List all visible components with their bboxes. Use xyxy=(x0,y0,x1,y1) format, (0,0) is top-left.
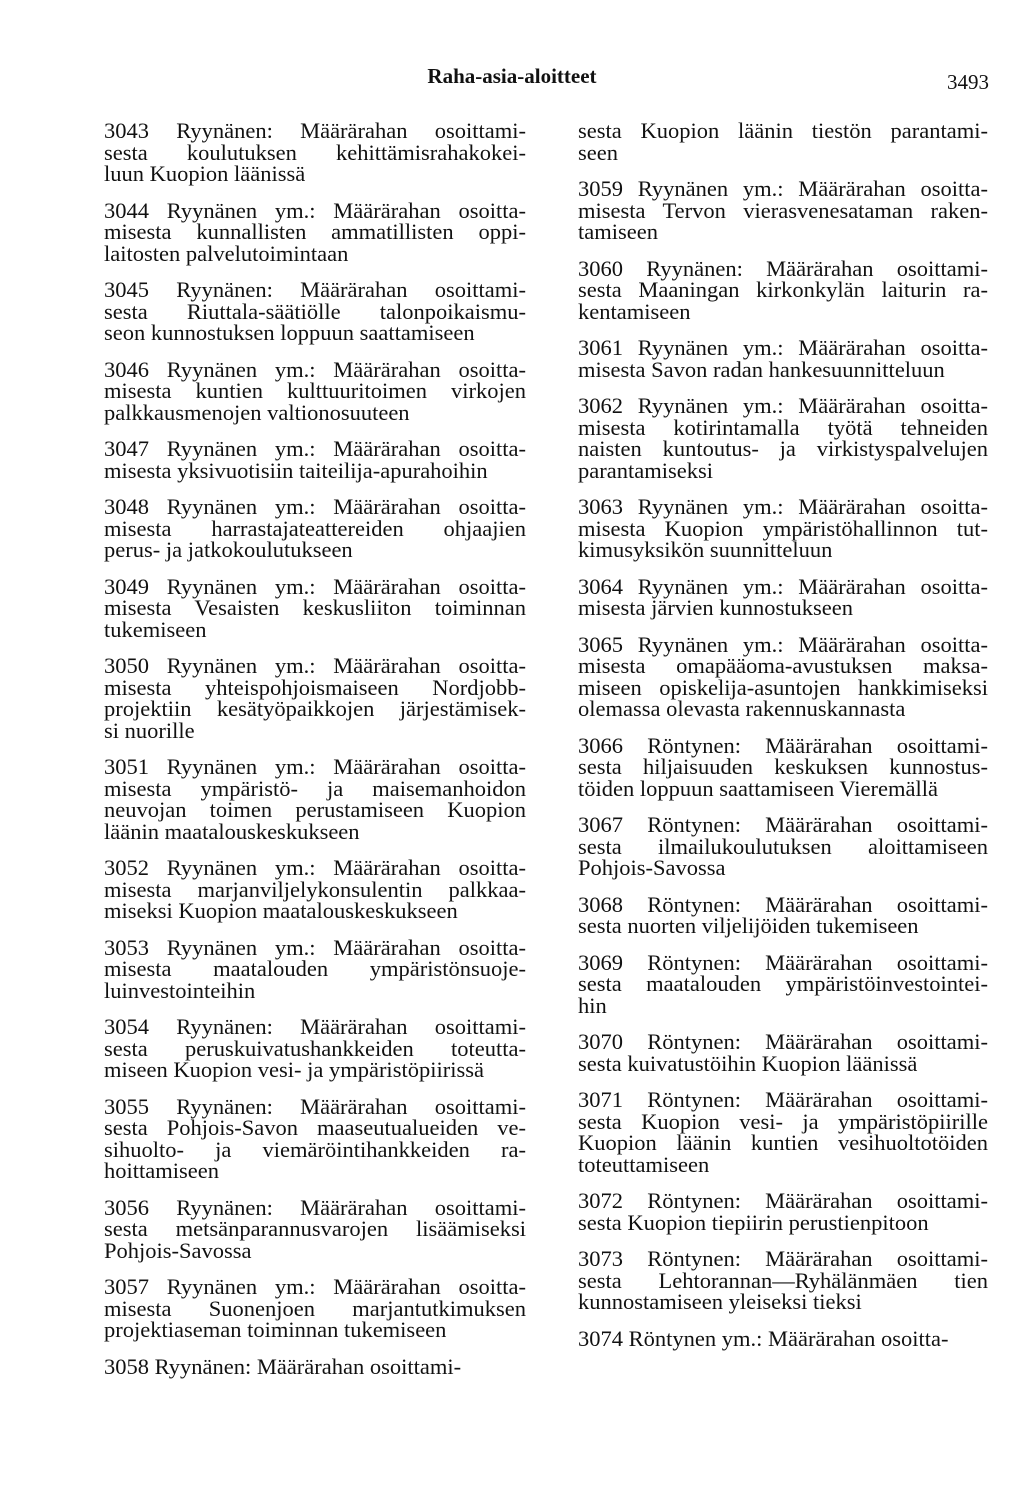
entry-line: hin xyxy=(578,992,607,1018)
motion-entry xyxy=(104,1016,526,1081)
entry-line: misesta Suonenjoen marjantutkimuksen xyxy=(104,1295,526,1321)
entry-line: sesta Maaningan kirkonkylän laiturin ra- xyxy=(578,277,988,302)
entry-line: 3055 Ryynänen: Määrärahan osoittami- xyxy=(104,1093,526,1119)
entry-line: 3052 Ryynänen ym.: Määrärahan osoitta- xyxy=(104,855,526,880)
entry-line: 3053 Ryynänen ym.: Määrärahan osoitta- xyxy=(104,934,526,960)
entry-line: Pohjois-Savossa xyxy=(104,1237,252,1263)
entry-line: misesta järvien kunnostukseen xyxy=(578,595,853,620)
entry-line: 3054 Ryynänen: Määrärahan osoittami- xyxy=(104,1014,526,1039)
entry-line: naisten kuntoutus- ja virkistyspalvelujen xyxy=(578,436,988,461)
entry-line: misesta Kuopion ympäristöhallinnon tut- xyxy=(578,515,988,541)
entry-line: 3057 Ryynänen ym.: Määrärahan osoitta- xyxy=(104,1274,526,1299)
motion-entry xyxy=(578,1031,988,1074)
entry-line: sesta maatalouden ympäristöinvestointei- xyxy=(578,971,988,996)
entry-line: neuvojan toimen perustamiseen Kuopion xyxy=(104,797,526,822)
entry-line: 3056 Ryynänen: Määrärahan osoittami- xyxy=(104,1194,526,1220)
entry-line: kentamiseen xyxy=(578,298,691,324)
left-column xyxy=(104,120,526,1392)
entry-line: 3063 Ryynänen ym.: Määrärahan osoitta- xyxy=(578,494,988,519)
entry-line: misesta harrastajateattereiden ohjaajien xyxy=(104,515,526,541)
motion-entry xyxy=(578,1248,988,1313)
running-header-title: Raha-asia-aloitteet xyxy=(427,64,597,88)
motion-entry xyxy=(104,120,526,185)
entry-line: sesta Kuopion vesi- ja ympäristöpiirille xyxy=(578,1108,988,1134)
motion-entry xyxy=(578,337,988,380)
motion-entry xyxy=(104,1093,526,1183)
entry-line: 3074 Röntynen ym.: Määrärahan osoitta- xyxy=(578,1325,949,1351)
entry-line: sesta metsänparannusvarojen lisäämiseksi xyxy=(104,1216,526,1241)
entry-line: 3066 Röntynen: Määrärahan osoittami- xyxy=(578,732,988,758)
entry-line: toteuttamiseen xyxy=(578,1151,710,1177)
entry-line: sesta Lehtorannan—Ryhälänmäen tien xyxy=(578,1267,988,1293)
motion-entry xyxy=(104,496,526,561)
entry-line: 3067 Röntynen: Määrärahan osoittami- xyxy=(578,812,988,837)
entry-line: misesta marjanviljelykonsulentin palkkaa- xyxy=(104,876,526,902)
motion-entry xyxy=(104,1276,526,1341)
entry-line: misesta kuntien kulttuuritoimen virkojen xyxy=(104,378,526,403)
entry-line: seen xyxy=(578,139,618,165)
entry-line: misesta kunnallisten ammatillisten oppi- xyxy=(104,219,526,244)
entry-line: tukemiseen xyxy=(104,616,207,642)
motion-entry xyxy=(104,573,526,642)
right-column xyxy=(578,120,988,1364)
entry-line: parantamiseksi xyxy=(578,457,713,483)
entry-line: 3043 Ryynänen: Määrärahan osoittami- xyxy=(104,118,526,143)
entry-line: 3070 Röntynen: Määrärahan osoittami- xyxy=(578,1029,988,1054)
entry-line: sesta Riuttala-säätiölle talonpoikaismu- xyxy=(104,298,526,324)
entry-line: 3045 Ryynänen: Määrärahan osoittami- xyxy=(104,277,526,302)
entry-line: 3051 Ryynänen ym.: Määrärahan osoitta- xyxy=(104,754,526,779)
entry-line: 3069 Röntynen: Määrärahan osoittami- xyxy=(578,949,988,975)
motion-entry xyxy=(578,949,988,1018)
motion-entry xyxy=(104,1353,526,1379)
entry-line: kimusyksikön suunnitteluun xyxy=(578,537,833,562)
entry-line: sihuolto- ja viemäröintihankkeiden ra- xyxy=(104,1136,526,1162)
entry-line: olemassa olevasta rakennuskannasta xyxy=(578,696,906,721)
motion-entry xyxy=(578,178,988,243)
entry-line: tamiseen xyxy=(578,219,658,244)
motion-entry xyxy=(104,655,526,741)
entry-line: projektiaseman toiminnan tukemiseen xyxy=(104,1317,447,1342)
entry-line: seon kunnostuksen loppuun saattamiseen xyxy=(104,320,475,345)
entry-line: miseksi Kuopion maatalouskeskukseen xyxy=(104,898,458,923)
motion-entry xyxy=(578,732,988,801)
motion-entry xyxy=(104,1194,526,1263)
entry-line: sesta Kuopion tiepiirin perustienpitoon xyxy=(578,1209,929,1235)
motion-entry xyxy=(104,438,526,481)
entry-line: misesta omapääoma-avustuksen maksa- xyxy=(578,653,988,678)
entry-line: palkkausmenojen valtionosuuteen xyxy=(104,399,410,425)
entry-line: 3044 Ryynänen ym.: Määrärahan osoitta- xyxy=(104,197,526,223)
entry-line: 3060 Ryynänen: Määrärahan osoittami- xyxy=(578,255,988,281)
entry-line: misesta maatalouden ympäristönsuoje- xyxy=(104,956,526,981)
entry-line: miseen Kuopion vesi- ja ympäristöpiirissä xyxy=(104,1057,484,1082)
motion-entry xyxy=(104,197,526,266)
motion-entry xyxy=(578,255,988,324)
entry-line: 3073 Röntynen: Määrärahan osoittami- xyxy=(578,1246,988,1271)
entry-line: luinvestointeihin xyxy=(104,977,256,1003)
motion-entry xyxy=(104,756,526,842)
entry-line: misesta Savon radan hankesuunnitteluun xyxy=(578,356,945,382)
motion-entry xyxy=(578,1089,988,1175)
entry-line: 3047 Ryynänen ym.: Määrärahan osoitta- xyxy=(104,436,526,461)
motion-entry xyxy=(104,934,526,1003)
entry-line: 3046 Ryynänen ym.: Määrärahan osoitta- xyxy=(104,356,526,382)
entry-line: 3072 Röntynen: Määrärahan osoittami- xyxy=(578,1188,988,1213)
motion-entry xyxy=(578,814,988,879)
entry-line: misesta yksivuotisiin taiteilija-apurahoihin xyxy=(104,457,488,483)
entry-line: kunnostamiseen yleiseksi tieksi xyxy=(578,1289,862,1314)
entry-line: 3048 Ryynänen ym.: Määrärahan osoitta- xyxy=(104,494,526,519)
page-number: 3493 xyxy=(947,70,989,94)
entry-line: misesta ympäristö- ja maisemanhoidon xyxy=(104,775,526,801)
entry-line: sesta Pohjois-Savon maaseutualueiden ve- xyxy=(104,1115,526,1140)
entry-line: sesta ilmailukoulutuksen aloittamiseen xyxy=(578,833,988,859)
entry-line: sesta nuorten viljelijöiden tukemiseen xyxy=(578,913,919,938)
entry-line: si nuorille xyxy=(104,717,195,743)
entry-line: Pohjois-Savossa xyxy=(578,855,726,880)
entry-line: sesta peruskuivatushankkeiden toteutta- xyxy=(104,1035,526,1061)
motion-entry xyxy=(104,279,526,344)
motion-entry xyxy=(578,891,988,938)
entry-line: 3049 Ryynänen ym.: Määrärahan osoitta- xyxy=(104,573,526,599)
entry-line: 3058 Ryynänen: Määrärahan osoittami- xyxy=(104,1353,462,1379)
entry-line: misesta kotirintamalla työtä tehneiden xyxy=(578,414,988,440)
motion-entry xyxy=(578,631,988,721)
motion-entry xyxy=(578,395,988,481)
entry-line: 3050 Ryynänen ym.: Määrärahan osoitta- xyxy=(104,653,526,678)
entry-line: sesta kuivatustöihin Kuopion läänissä xyxy=(578,1050,918,1076)
entry-line: misesta Vesaisten keskusliiton toiminnan xyxy=(104,595,526,620)
entry-line: 3062 Ryynänen ym.: Määrärahan osoitta- xyxy=(578,393,988,418)
entry-line: luun Kuopion läänissä xyxy=(104,161,306,186)
entry-line: 3064 Ryynänen ym.: Määrärahan osoitta- xyxy=(578,573,988,599)
entry-line: 3071 Röntynen: Määrärahan osoittami- xyxy=(578,1087,988,1112)
entry-line: misesta yhteispohjoismaiseen Nordjobb- xyxy=(104,674,526,700)
entry-line: sesta hiljaisuuden keskuksen kunnostus- xyxy=(578,754,988,779)
entry-line: 3068 Röntynen: Määrärahan osoittami- xyxy=(578,891,988,917)
entry-line: hoittamiseen xyxy=(104,1158,219,1183)
motion-entry xyxy=(578,573,988,620)
entry-line: Kuopion läänin kuntien vesihuoltotöiden xyxy=(578,1130,988,1155)
motion-entry xyxy=(578,1325,988,1351)
motion-entry xyxy=(104,356,526,425)
entry-line: sesta Kuopion läänin tiestön parantami- xyxy=(578,118,988,143)
entry-line: laitosten palvelutoimintaan xyxy=(104,240,349,266)
entry-line: miseen opiskelija-asuntojen hankkimiseksi xyxy=(578,674,988,700)
entry-line: misesta Tervon vierasvenesataman raken- xyxy=(578,197,988,223)
entry-line: perus- ja jatkokoulutukseen xyxy=(104,537,353,562)
entry-line: sesta koulutuksen kehittämisrahakokei- xyxy=(104,139,526,165)
motion-entry xyxy=(578,1190,988,1233)
motion-entry xyxy=(578,120,988,163)
entry-line: 3065 Ryynänen ym.: Määrärahan osoitta- xyxy=(578,631,988,657)
entry-line: töiden loppuun saattamiseen Vieremällä xyxy=(578,775,938,801)
motion-entry xyxy=(104,857,526,922)
entry-line: projektiin kesätyöpaikkojen järjestämisek- xyxy=(104,696,526,721)
entry-line: 3059 Ryynänen ym.: Määrärahan osoitta- xyxy=(578,176,988,201)
motion-entry xyxy=(578,496,988,561)
entry-line: läänin maatalouskeskukseen xyxy=(104,818,360,844)
entry-line: 3061 Ryynänen ym.: Määrärahan osoitta- xyxy=(578,335,988,360)
